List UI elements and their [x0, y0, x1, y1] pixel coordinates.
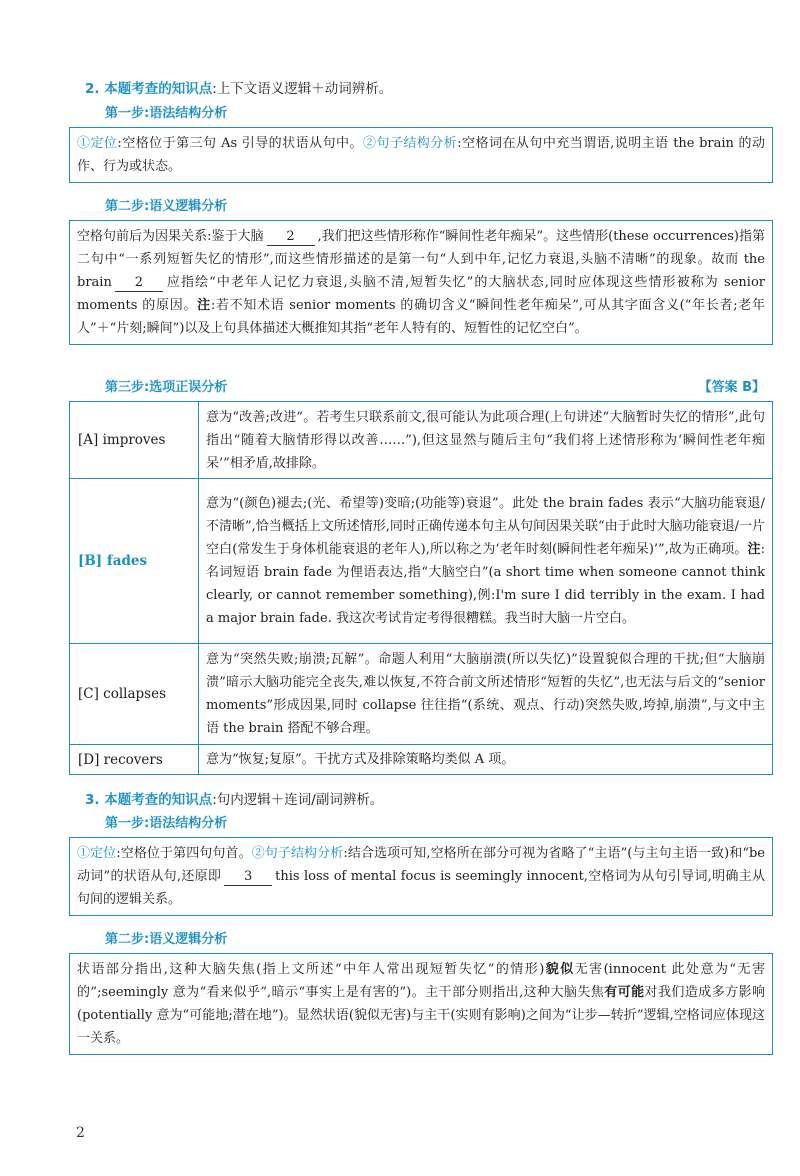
option-b-explanation — [199, 479, 773, 644]
logic-text-4: :若不知术语 senior moments 的确切含义“瞬间性老年痴呆”,可从其字面含义(“年长者;老年人”＋“片刻;瞬间”)以及上句具体描述大概推知其指“老年人特有的、短暂性的记忆空白”。 — [77, 298, 765, 336]
section-3-step2-box — [69, 953, 773, 1055]
logic3-text-3: 对我们造成多方影响(potentially 意为“可能地;潜在地”)。显然状语(貌似无害)与主干(实则有影响)之间为“让步—转折”逻辑,空格词应体现这一关系。 — [77, 985, 765, 1046]
option-c-explanation: 意为“突然失败;崩溃;瓦解”。命题人利用“大脑崩溃(所以失忆)”设置貌似合理的干扰;但“大脑崩溃”暗示大脑功能完全丧失,难以恢复,不符合前文所述情形“短暂的失忆”,也无法与后文的“senior moments”形成因果,同时 collapse 往往指“(系统、观点、行动)突然失败,垮掉,崩溃”,与文中主语 the brain 搭配不够合理。 — [199, 644, 773, 745]
section-2-text: :上下文语义逻辑＋动词辨析。 — [212, 81, 393, 97]
page-number: 2 — [76, 1125, 85, 1141]
option-d-explanation: 意为“恢复;复原”。干扰方式及排除策略均类似 A 项。 — [199, 745, 773, 775]
logic3-text-2: 无害(innocent 此处意为“无害的”;seemingly 意为“看来似乎”,暗示“事实上是有害的”)。主干部分则指出,这种大脑失焦 — [77, 962, 765, 1000]
locate-text: :空格位于第三句 As 引导的状语从句中。 — [117, 136, 363, 151]
option-a-explanation: 意为“改善;改进”。若考生只联系前文,很可能认为此项合理(上句讲述“大脑暂时失忆的情形”,此句指出“随着大脑情形得以改善……”),但这显然与随后主句“我们将上述情形称为‘瞬间性老年痴呆’”相矛盾,故排除。 — [199, 402, 773, 479]
structure-label: ②句子结构分析 — [362, 136, 458, 151]
option-c-label: [C] collapses — [70, 644, 199, 745]
section-2-heading — [85, 79, 765, 99]
logic3-bold-2: 有可能 — [604, 985, 645, 1000]
section-3-step2-title: 第二步:语义逻辑分析 — [105, 932, 228, 947]
section-3-text: :句内逻辑＋连词/副词辨析。 — [212, 792, 384, 808]
structure-label-3: ②句子结构分析 — [251, 846, 344, 861]
section-3-step1-title: 第一步:语法结构分析 — [105, 816, 228, 831]
logic3-bold-1: 貌似 — [544, 962, 575, 977]
section-2-step2-title: 第二步:语义逻辑分析 — [105, 199, 228, 214]
section-2-step2-box — [69, 220, 773, 345]
option-b-text-b: :名词短语 brain fade 为俚语表达,指“大脑空白”(a short time when someone cannot think clearly, or cannot remember something),例:I'm sure I did terribly in the exam. I had a major brain fade. 我这次考试肯定考得很糟糕。我当时大脑一片空白。 — [206, 542, 765, 626]
blank-2-repeat: 2 — [115, 275, 163, 292]
logic-text-1: 空格句前后为因果关系:鉴于大脑 — [77, 229, 264, 244]
option-d-label: [D] recovers — [70, 745, 199, 775]
options-table — [69, 401, 773, 775]
option-b-note-label: 注 — [747, 542, 761, 557]
option-b-text-a: 意为“(颜色)褪去;(光、希望等)变暗;(功能等)衰退”。此处 the brain fades 表示“大脑功能衰退/不清晰”,恰当概括上文所述情形,同时正确传递本句主从句间因果关联“由于此时大脑功能衰退/一片空白(常发生于身体机能衰退的老年人),所以称之为‘老年时刻(瞬间性老年痴呆)’”,故为正确项。 — [206, 496, 765, 557]
option-a-label: [A] improves — [70, 402, 199, 479]
structure-text-3a: :结合选项可知,空格所在部分可视为省略了“主语”(与主句主语一致)和“be 动词”的状语从句,还原即 — [77, 846, 765, 884]
section-2-step1-box — [69, 127, 773, 183]
logic3-text-1: 状语部分指出,这种大脑失焦(指上文所述“中年人常出现短暂失忆”的情形) — [77, 962, 545, 977]
section-2-step3-title: 第三步:选项正误分析 — [105, 380, 228, 395]
section-3-label: 3. 本题考查的知识点 — [85, 792, 213, 808]
structure-text-3b: this loss of mental focus is seemingly innocent,空格词为从句引导词,明确主从句间的逻辑关系。 — [77, 869, 765, 907]
locate-label: ①定位 — [77, 136, 118, 151]
table-row — [70, 644, 773, 745]
section-3-step1-box — [69, 837, 773, 916]
locate-label-3: ①定位 — [77, 846, 117, 861]
table-row — [70, 402, 773, 479]
logic-text-2: ,我们把这些情形称作“瞬间性老年痴呆”。这些情形(these occurrences)指第二句中“一系列短暂失忆的情形”,而这些情形描述的是第一句“人到中年,记忆力衰退,头脑不清晰”的现象。故而 the brain — [77, 229, 765, 290]
option-b-label: [B] fades — [70, 479, 199, 644]
table-row — [70, 745, 773, 775]
table-row — [70, 479, 773, 644]
section-2-step1-title: 第一步:语法结构分析 — [105, 106, 228, 121]
logic-text-3: 应指绘“中老年人记忆力衰退,头脑不清,短暂失忆”的大脑状态,同时应体现这些情形被称为 senior moments 的原因。 — [77, 275, 765, 313]
section-2-label: 2. 本题考查的知识点 — [85, 81, 213, 97]
blank-3: 3 — [224, 869, 272, 886]
blank-2: 2 — [267, 229, 315, 246]
note-label: 注 — [197, 298, 211, 313]
answer-badge: 【答案 B】 — [698, 380, 765, 395]
locate-text-3: :空格位于第四句句首。 — [116, 846, 252, 861]
structure-text: :空格词在从句中充当谓语,说明主语 the brain 的动作、行为或状态。 — [77, 136, 765, 174]
section-3-heading — [85, 790, 765, 810]
